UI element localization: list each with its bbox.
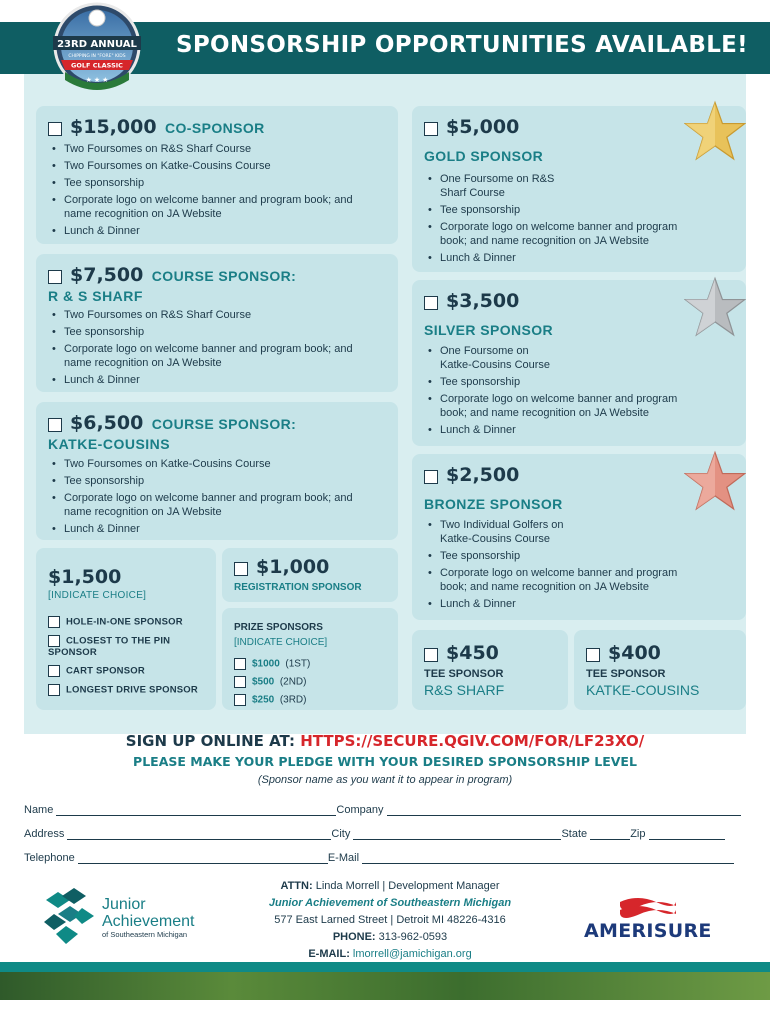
list-item: • Lunch & Dinner [50,373,370,387]
katke-perks [50,457,370,539]
list-item: • Lunch & Dinner [50,522,370,536]
closest-pin-checkbox[interactable] [48,635,60,647]
company-label: Company [336,804,384,816]
signup-url-link[interactable]: HTTPS://SECURE.QGIV.COM/FOR/LF23XO/ [300,732,645,750]
registration-amount: $1,000 [256,556,330,578]
cosponsor-checkbox[interactable] [48,122,62,136]
silver-amount: $3,500 [446,290,520,312]
cosponsor-amount: $15,000 [70,116,157,138]
ja-mark-icon [44,886,98,948]
tee400-checkbox[interactable] [586,648,600,662]
list-item: • Corporate logo on welcome banner and program book; and name recognition on JA Website [50,193,370,221]
list-item: • Corporate logo on welcome banner and program book; and name recognition on JA Website [426,392,706,420]
company-field[interactable] [387,805,741,816]
contact-email-label: E-MAIL: [308,948,350,960]
name-field[interactable] [56,805,336,816]
list-item: • Tee sponsorship [50,474,370,488]
list-item: • Corporate logo on welcome banner and program book; and name recognition on JA Website [426,220,706,248]
attn-label: ATTN: [280,880,313,892]
hole-option: CART SPONSOR [48,665,216,677]
address-field[interactable] [67,829,331,840]
hole-note: [INDICATE CHOICE] [48,590,147,601]
email-label: E-Mail [327,852,360,864]
katke-level: COURSE SPONSOR: [151,416,297,432]
katke-card [36,402,398,540]
bronze-checkbox[interactable] [424,470,438,484]
rs-sharf-perks [50,308,370,390]
svg-text:GOLF CLASSIC: GOLF CLASSIC [71,61,123,70]
longest-drive-checkbox[interactable] [48,684,60,696]
attn-text: Linda Morrell | Development Manager [315,880,500,892]
amerisure-logo [584,896,714,946]
tee400-level: TEE SPONSOR [586,668,666,680]
list-item: • Tee sponsorship [426,203,706,217]
ja-logo-text: Junior Achievement of Southeastern Michigan [102,896,195,939]
hole-sponsor-card [36,548,216,710]
tee400-sub: KATKE-COUSINS [586,682,700,698]
city-field[interactable] [353,829,561,840]
hole-option: LONGEST DRIVE SPONSOR [48,684,216,696]
name-label: Name [24,804,54,816]
org-name: Junior Achievement of Southeastern Michigan [268,897,512,909]
form-row-address [24,828,748,840]
phone-label: PHONE: [332,931,376,943]
tee450-card [412,630,568,710]
telephone-label: Telephone [24,852,75,864]
cart-checkbox[interactable] [48,665,60,677]
list-item: • Tee sponsorship [50,325,370,339]
rs-sharf-checkbox[interactable] [48,270,62,284]
list-item: • Corporate logo on welcome banner and program book; and name recognition on JA Website [426,566,706,594]
prize-3rd-checkbox[interactable] [234,694,246,706]
prize-1st-checkbox[interactable] [234,658,246,670]
state-field[interactable] [590,829,630,840]
tee400-card [574,630,746,710]
golf-classic-logo [47,2,147,98]
rs-sharf-level: COURSE SPONSOR: [151,268,297,284]
tee450-level: TEE SPONSOR [424,668,504,680]
prize-option: $1000 (1ST) [234,658,310,670]
signup-line [0,732,770,750]
email-field[interactable] [362,853,734,864]
gold-amount: $5,000 [446,116,520,138]
silver-checkbox[interactable] [424,296,438,310]
list-item: • Two Foursomes on Katke-Cousins Course [50,457,370,471]
gold-level: GOLD SPONSOR [424,148,544,164]
svg-text:★ ★ ★: ★ ★ ★ [85,77,109,84]
zip-field[interactable] [649,829,725,840]
prize-card [222,608,398,710]
cosponsor-card [36,106,398,244]
tee450-sub: R&S SHARF [424,682,505,698]
registration-card [222,548,398,602]
cosponsor-level: CO-SPONSOR [165,120,265,136]
silver-perks [426,344,706,440]
list-item: • One Foursome on R&S Sharf Course [426,172,556,200]
contact-block [232,878,548,963]
list-item: • Lunch & Dinner [426,251,706,265]
katke-amount: $6,500 [70,412,144,434]
hole-option: CLOSEST TO THE PIN SPONSOR [48,635,171,658]
pledge-text: PLEASE MAKE YOUR PLEDGE WITH YOUR DESIRED SPONSORSHIP LEVEL [133,754,637,769]
list-item: • Lunch & Dinner [426,597,706,611]
cosponsor-perks [50,142,370,241]
tee450-amount: $450 [446,642,499,664]
katke-checkbox[interactable] [48,418,62,432]
hole-amount: $1,500 [48,566,122,588]
prize-option: $250 (3RD) [234,694,310,706]
gold-perks [426,172,706,268]
list-item: • Corporate logo on welcome banner and program book; and name recognition on JA Website [50,342,370,370]
list-item: • Tee sponsorship [426,549,706,563]
form-row-telephone [24,852,748,864]
bronze-amount: $2,500 [446,464,520,486]
list-item: • Two Foursomes on Katke-Cousins Course [50,159,370,173]
list-item: • Tee sponsorship [50,176,370,190]
state-label: State [561,828,588,840]
footer-teal-bar [0,962,770,972]
list-item: • Corporate logo on welcome banner and program book; and name recognition on JA Website [50,491,370,519]
prize-2nd-checkbox[interactable] [234,676,246,688]
katke-sub: KATKE-COUSINS [48,436,171,452]
sponsor-name-note: (Sponsor name as you want it to appear in program) [257,774,513,786]
gold-checkbox[interactable] [424,122,438,136]
flag-icon [618,896,678,918]
hole-option: HOLE-IN-ONE SPONSOR [48,616,216,628]
bronze-star-icon [684,450,746,512]
list-item: • One Foursome on Katke-Cousins Course [426,344,556,372]
email-link[interactable]: lmorrell@jamichigan.org [352,948,472,960]
gold-star-icon [684,100,746,162]
list-item: • Lunch & Dinner [426,423,706,437]
registration-checkbox[interactable] [234,562,248,576]
svg-text:23RD ANNUAL: 23RD ANNUAL [57,39,137,50]
prize-note: [INDICATE CHOICE] [234,637,328,648]
svg-text:CHIPPING IN "FORE" KIDS: CHIPPING IN "FORE" KIDS [68,54,126,59]
list-item: • Two Foursomes on R&S Sharf Course [50,308,370,322]
form-row-name [24,804,748,816]
list-item: • Lunch & Dinner [50,224,370,238]
page-title: SPONSORSHIP OPPORTUNITIES AVAILABLE! [176,32,748,58]
hole-in-one-checkbox[interactable] [48,616,60,628]
silver-level: SILVER SPONSOR [424,322,554,338]
rs-sharf-amount: $7,500 [70,264,144,286]
silver-star-icon [684,276,746,338]
bronze-perks [426,518,706,614]
registration-level: REGISTRATION SPONSOR [234,582,362,593]
bronze-level: BRONZE SPONSOR [424,496,563,512]
signup-label: SIGN UP ONLINE AT: [125,732,295,750]
amerisure-text: AMERISURE [584,920,712,942]
prize-title: PRIZE SPONSORS [234,622,323,633]
list-item: • Tee sponsorship [426,375,706,389]
list-item: • Two Individual Golfers on Katke-Cousins Course [426,518,576,546]
contact-address: 577 East Larned Street | Detroit MI 48226-4316 [274,914,506,926]
zip-label: Zip [630,828,646,840]
prize-option: $500 (2ND) [234,676,310,688]
city-label: City [331,828,351,840]
rs-sharf-card [36,254,398,392]
junior-achievement-logo [44,886,244,950]
tee450-checkbox[interactable] [424,648,438,662]
phone-text: 313-962-0593 [378,931,448,943]
tee400-amount: $400 [608,642,661,664]
rs-sharf-sub: R & S SHARF [48,288,143,304]
telephone-field[interactable] [78,853,328,864]
list-item: • Two Foursomes on R&S Sharf Course [50,142,370,156]
address-label: Address [24,828,65,840]
